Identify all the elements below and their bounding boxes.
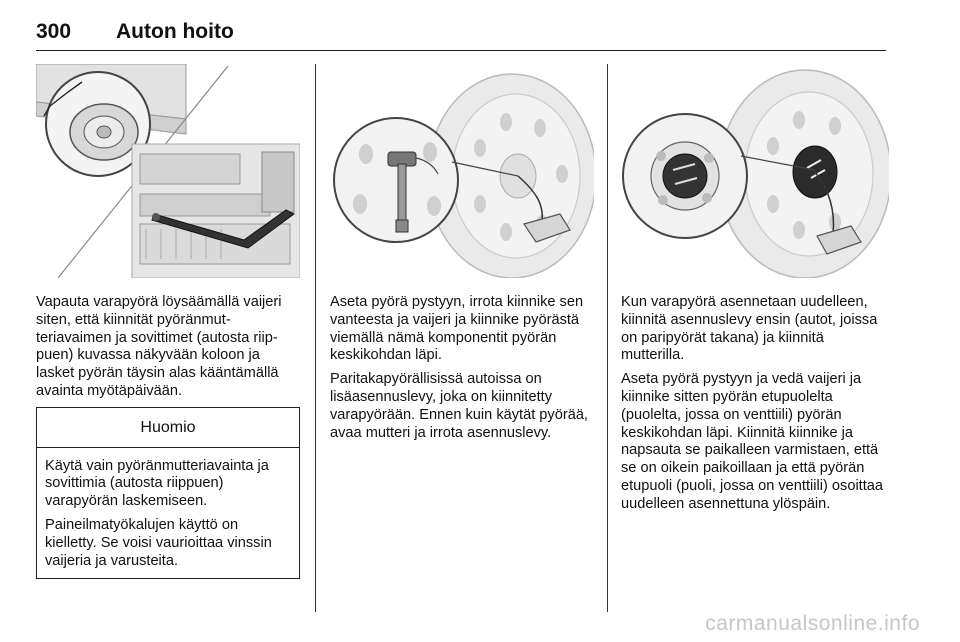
instruction-paragraph: Kun varapyörä asennetaan uudelleen, kiinnitä asennuslevy ensin (autot, joissa on paripyörät takana) ja kiinnitä mutterilla. <box>621 294 878 364</box>
note-box <box>36 407 300 580</box>
note-title: Huomio <box>37 408 299 448</box>
spare-wheel-lowering-drawing <box>36 64 300 278</box>
instruction-paragraph: Aseta pyörä pystyyn, irrota kiinnike sen vanteesta ja vaijeri ja kiinnike pyörästä viemällä nämä komponentit pyörän keskikohdan läpi. <box>330 294 584 364</box>
note-paragraph: Käytä vain pyöränmutteriavainta ja sovittimia (autosta riippuen) varapyörän laskemiseen. <box>45 457 269 510</box>
illustration-wheel-bracket-removal <box>330 64 594 278</box>
page-number: 300 <box>36 20 72 43</box>
note-body <box>37 448 299 579</box>
column-3 <box>621 64 889 520</box>
watermark: carmanualsonline.info <box>705 612 920 635</box>
instruction-paragraph: Paritakapyörällisissä autoissa on lisäasennuslevy, joka on kiinnitetty varapyörään. Ennen kuin käytät pyörää, avaa mutteri ja irrota asennuslevy. <box>330 371 588 441</box>
page-title: Auton hoito <box>116 20 234 43</box>
note-paragraph: Paineilmatyökalujen käyttö on kielletty. Se voisi vaurioittaa vinssin vaijeria ja varusteita. <box>45 516 272 569</box>
column-divider <box>315 64 316 612</box>
instruction-paragraph: Vapauta varapyörä löysäämällä vaijeri siten, että kiinnität pyöränmutteriavaimen ja sovittimet (autosta riippuen) kuvassa näkyvään koloon ja lasket pyörän täysin alas kääntämällä avainta myötäpäivään. <box>36 294 282 399</box>
illustration-wheel-refit <box>621 64 889 278</box>
wheel-bracket-removal-drawing <box>330 64 594 278</box>
column-1 <box>36 64 300 579</box>
page-header <box>36 20 886 51</box>
illustration-spare-wheel-lowering <box>36 64 300 278</box>
column-divider <box>607 64 608 612</box>
column-2 <box>330 64 594 448</box>
wheel-refit-drawing <box>621 64 889 278</box>
instruction-paragraph: Aseta pyörä pystyyn ja vedä vaijeri ja kiinnike sitten pyörän etupuolelta (puolelta, jossa on venttiili) pyörän keskikohdan läpi. Kiinnitä kiinnike ja napsauta se paikalleen varmistaen, että se on oikein paikoillaan ja että pyörän etupuoli (puoli, jossa on venttiili) osoittaa uudelleen asennettuna ylöspäin. <box>621 371 884 512</box>
